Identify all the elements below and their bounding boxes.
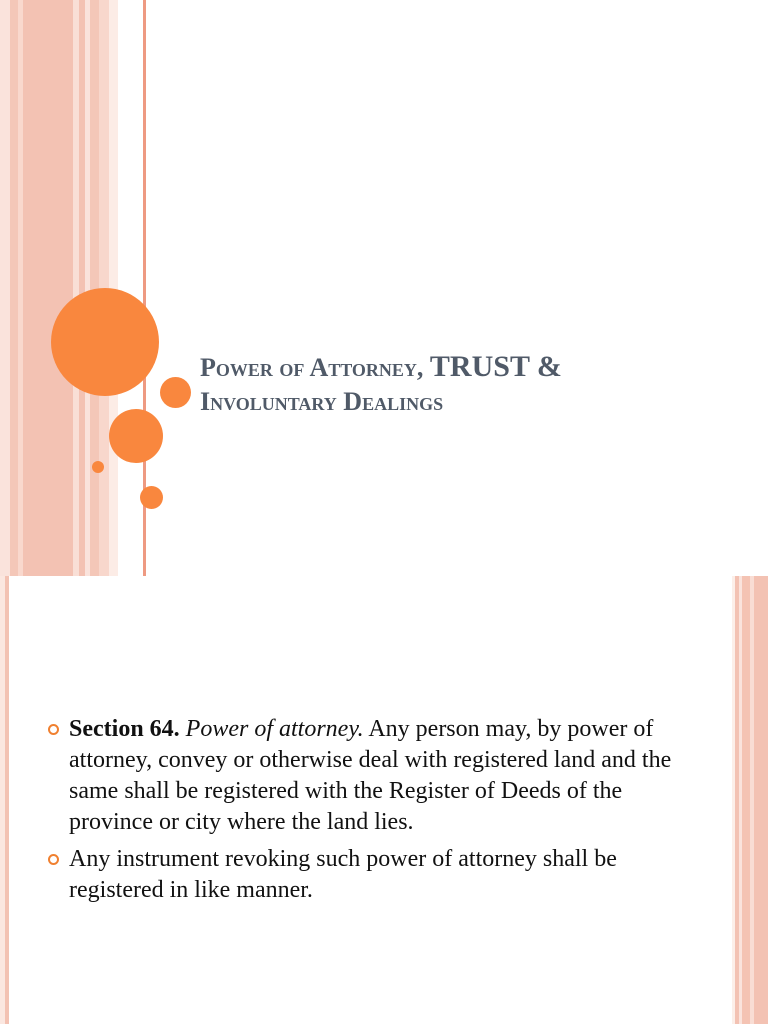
bullet-circle-icon — [48, 854, 59, 865]
decorative-circle — [140, 486, 163, 509]
decorative-stripe — [23, 0, 73, 576]
decorative-stripe — [5, 576, 9, 1024]
decorative-circle — [109, 409, 163, 463]
content-slide — [0, 576, 768, 1024]
decorative-circle-large — [51, 288, 159, 396]
section-text: Any person may, by power of attorney, convey or otherwise deal with registered land and the same shall be registered with the Register of Deeds of the province or city where the land lies. — [69, 716, 672, 835]
decorative-stripe — [0, 0, 10, 576]
list-item — [46, 844, 706, 906]
bullet-text: Any instrument revoking such power of attorney shall be registered in like manner. — [69, 846, 617, 903]
decorative-stripe — [754, 576, 768, 1024]
decorative-circle — [160, 377, 191, 408]
decorative-circle — [92, 461, 104, 473]
title-part-3: Involuntary Dealings — [200, 387, 444, 416]
bullet-list — [46, 714, 706, 912]
slide-title — [200, 350, 740, 419]
bullet-circle-icon — [48, 724, 59, 735]
list-item — [46, 714, 706, 838]
section-heading: Power of attorney. — [185, 716, 364, 742]
title-part-1: Power of Attorney, — [200, 353, 430, 382]
section-number: Section 64. — [69, 716, 180, 742]
decorative-stripe — [10, 0, 18, 576]
title-part-2: TRUST & — [429, 350, 562, 383]
decorative-stripe — [742, 576, 750, 1024]
